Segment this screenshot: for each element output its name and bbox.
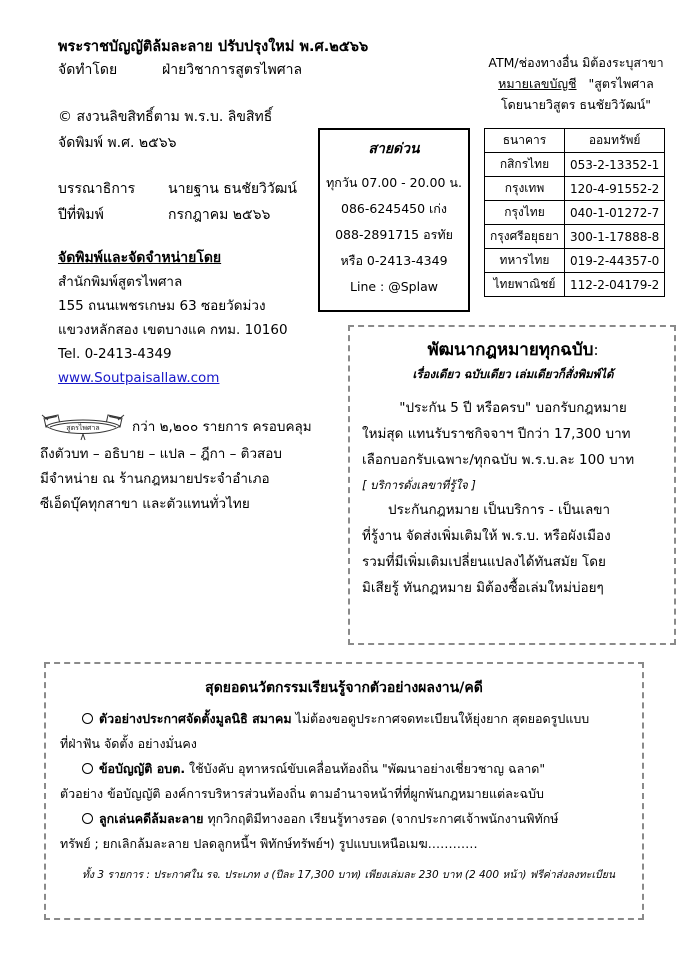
atm-note-line-2 [472,73,680,94]
hotline-hours: ทุกวัน 07.00 - 20.00 น. [326,175,462,190]
bank-account-number: 120-4-91552-2 [564,177,664,201]
print-year-row [58,202,358,228]
bank-account-number: 300-1-17888-8 [564,225,664,249]
law-box-heading [362,337,664,363]
law-box-p1-line4: [ บริการดั่งเลขาที่รู้ใจ ] [362,478,476,492]
atm-note-account-owner: "สูตรไพศาล [580,76,654,91]
bank-account-number: 053-2-13352-1 [564,153,664,177]
bank-account-number: 019-2-44357-0 [564,249,664,273]
law-box-p2-line4: มิเสียรู้ ทันกฎหมาย มิต้องซื้อเล่มใหม่บ่อยๆ [362,580,604,596]
atm-note-line-1: ATM/ช่องทางอื่น มิต้องระบุสาขา [488,55,664,70]
publisher-address-line-2: แขวงหลักสอง เขตบางแค กทม. 10160 [58,322,288,338]
list-item [60,756,628,781]
editor-label: บรรณาธิการ [58,181,136,197]
table-header-row [485,129,665,153]
innovation-item-lead: ตัวอย่างประกาศจัดตั้งมูลนิธิ สมาคม [99,711,292,726]
law-development-box [348,325,676,645]
bank-account-number: 040-1-01272-7 [564,201,664,225]
imprint-block [58,176,358,228]
editor-value: นายฐาน ธนชัยวิวัฒน์ [168,181,298,197]
ribbon-logo-text: สูตรไพศาล [66,424,100,432]
atm-note-line-3: โดยนายวิสูตร ธนชัยวิวัฒน์" [500,97,652,112]
copyright-block [58,104,358,156]
law-box-heading-text: พัฒนากฎหมายทุกฉบับ [427,340,594,360]
account-number-label: หมายเลขบัญชี [498,76,577,91]
bank-name: กสิกรไทย [485,153,565,177]
law-box-p1-line1: "ประกัน 5 ปี หรือครบ" บอกรับกฎหมาย [399,400,627,416]
print-year-value: กรกฎาคม ๒๕๖๖ [168,207,271,223]
editor-row [58,176,358,202]
law-box-p2-line2: ที่รู้งาน จัดส่งเพิ่มเติมให้ พ.ร.บ. หรือผังเมือง [362,528,611,544]
publisher-telephone: Tel. 0-2413-4349 [58,346,172,362]
table-row [485,201,665,225]
innovation-box-footnote: ทั้ง 3 รายการ : ประกาศใน รจ. ประเภท ง (ปีละ 17,300 บาท) เพียงเล่มละ 230 บาท (2 400 หน้า) ฟรีค่าส่งลงทะเบียน [82,869,616,881]
table-row [485,177,665,201]
catalog-line-4: ซีเอ็ดบุ๊คทุกสาขา และตัวแทนทั่วไทย [40,496,250,512]
bank-name: กรุงไทย [485,201,565,225]
bank-name: ไทยพาณิชย์ [485,273,565,297]
list-item [60,806,628,831]
circle-bullet-icon [82,713,93,724]
innovation-box-heading: สุดยอดนวัตกรรมเรียนรู้จากตัวอย่างผลงาน/คดี [205,680,483,696]
bank-name: กรุงเทพ [485,177,565,201]
innovation-item-continuation: ตัวอย่าง ข้อบัญญัติ องค์การบริหารส่วนท้องถิ่น ตามอำนาจหน้าที่ที่ผูกพันกฎหมายแต่ละฉบับ [60,786,544,801]
law-box-subheading: เรื่องเดียว ฉบับเดียว เล่มเดียวก็สั่งพิมพ์ได้ [412,367,614,381]
innovation-item-lead: ข้อบัญญัติ อบต. [99,761,186,776]
hotline-title: สายด่วน [368,141,420,157]
publisher-address-line-1: 155 ถนนเพชรเกษม 63 ซอยวัดม่วง [58,298,266,314]
catalog-block [40,412,350,517]
law-box-p1-line3: เลือกบอกรับเฉพาะ/ทุกฉบับ พ.ร.บ.ละ 100 บาท [362,452,635,468]
hotline-phone-1[interactable]: 086-6245450 เก่ง [341,201,447,216]
bank-name: กรุงศรีอยุธยา [485,225,565,249]
table-row [485,153,665,177]
document-title: พระราชบัญญัติล้มละลาย ปรับปรุงใหม่ พ.ศ.๒๕๖๖ [58,39,369,55]
innovation-item-rest: ไม่ต้องขอดูประกาศจดทะเบียนให้ยุ่งยาก สุดยอดรูปแบบ [291,711,590,726]
publisher-website-link[interactable]: www.Soutpaisallaw.com [58,370,220,386]
innovation-item-lead: ลูกเล่นคดีล้มละลาย [99,811,204,826]
innovation-item-rest: ทุกวิกฤติมีทางออก เรียนรู้ทางรอด (จากประกาศเจ้าพนักงานพิทักษ์ [203,811,559,826]
atm-note-block [472,52,680,115]
column-header-bank: ธนาคาร [485,129,565,153]
hotline-phone-3[interactable]: หรือ 0-2413-4349 [340,253,448,268]
ribbon-banner-logo-icon [40,412,126,442]
prepared-by-value: ฝ่ายวิชาการสูตรไพศาล [162,62,303,78]
hotline-phone-2[interactable]: 088-2891715 อรทัย [335,227,453,242]
print-year-label: ปีที่พิมพ์ [58,207,104,223]
table-row [485,273,665,297]
law-box-heading-colon: : [593,341,599,359]
table-row [485,225,665,249]
circle-bullet-icon [82,763,93,774]
publisher-heading: จัดพิมพ์และจัดจำหน่ายโดย [58,250,222,266]
law-box-p2-line3: รวมที่มีเพิ่มเติมเปลี่ยนแปลงได้ทันสมัย โดย [362,554,606,570]
copyright-line-2: จัดพิมพ์ พ.ศ. ๒๕๖๖ [58,135,177,151]
catalog-line-1: กว่า ๒,๒๐๐ รายการ ครอบคลุม [132,419,312,435]
bank-account-number: 112-2-04179-2 [564,273,664,297]
bank-name: ทหารไทย [485,249,565,273]
law-box-p2-line1: ประกันกฎหมาย เป็นบริการ - เป็นเลขา [388,502,611,518]
innovation-item-continuation: ทรัพย์ ; ยกเลิกล้มละลาย ปลดลูกหนี้ฯ พิทักษ์ทรัพย์ฯ) รูปแบบเหนือเมฆ………… [60,836,478,851]
innovation-item-continuation: ที่ฝ่าฟัน จัดตั้ง อย่างมั่นคง [60,736,197,751]
law-box-p1-line2: ใหม่สุด แทนรับราชกิจจาฯ ปีกว่า 17,300 บาท [362,426,631,442]
bank-account-table [484,128,665,297]
innovation-item-rest: ใช้บังคับ อุทาหรณ์ขับเคลื่อนท้องถิ่น "พัฒนาอย่างเชี่ยวชาญ ฉลาด" [185,761,546,776]
catalog-line-2: ถึงตัวบท – อธิบาย – แปล – ฎีกา – ติวสอบ [40,446,282,462]
innovation-box [44,662,644,920]
publisher-name: สำนักพิมพ์สูตรไพศาล [58,274,183,290]
hotline-line-id[interactable]: Line : @Splaw [350,279,438,294]
hotline-box [318,128,470,312]
catalog-line-3: มีจำหน่าย ณ ร้านกฎหมายประจำอำเภอ [40,471,270,487]
document-header [58,36,388,82]
catalog-first-line [40,412,350,442]
table-row [485,249,665,273]
column-header-account: ออมทรัพย์ [564,129,664,153]
circle-bullet-icon [82,813,93,824]
list-item [60,706,628,731]
copyright-line-1: © สงวนลิขสิทธิ์ตาม พ.ร.บ. ลิขสิทธิ์ [58,109,273,125]
prepared-by-row [58,58,388,82]
prepared-by-label: จัดทำโดย [58,62,118,78]
